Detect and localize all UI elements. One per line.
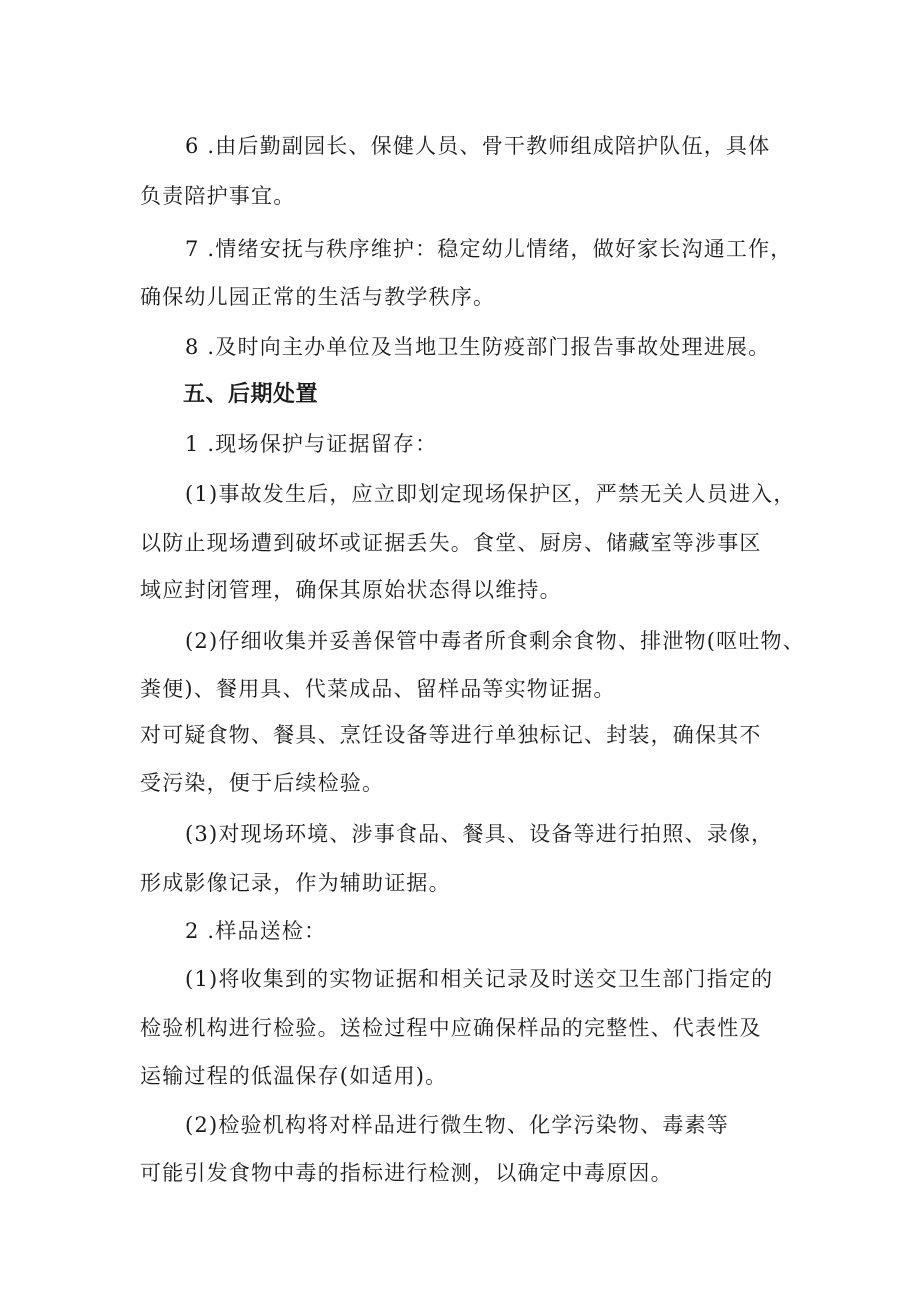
sub2-p2-line-1: (2)检验机构将对样品进行微生物、化学污染物、毒素等 <box>185 1113 729 1137</box>
item-6-line-2: 负责陪护事宜。 <box>140 184 296 208</box>
sub1-p1-line-2: 以防止现场遭到破坏或证据丢失。食堂、厨房、储藏室等涉事区 <box>140 531 762 555</box>
sub1-p3-line-1: (3)对现场环境、涉事食品、餐具、设备等进行拍照、录像， <box>185 822 774 846</box>
sub1-p1-line-1: (1)事故发生后，应立即划定现场保护区，严禁无关人员进入， <box>185 482 796 506</box>
sub1-p2-line-4: 受污染，便于后续检验。 <box>140 771 385 795</box>
sub2-p1-line-2: 检验机构进行检验。送检过程中应确保样品的完整性、代表性及 <box>140 1016 762 1040</box>
sub1-p2-line-1: (2)仔细收集并妥善保管中毒者所食剩余食物、排泄物(呕吐物、 <box>185 629 805 653</box>
sub1-p2-line-3: 对可疑食物、餐具、烹饪设备等进行单独标记、封装，确保其不 <box>140 723 762 747</box>
sub1-p1-line-3: 域应封闭管理，确保其原始状态得以维持。 <box>140 578 562 602</box>
item-7-line-2: 确保幼儿园正常的生活与教学秩序。 <box>140 285 496 309</box>
item-6-line-1: 6 .由后勤副园长、保健人员、骨干教师组成陪护队伍，具体 <box>185 134 771 158</box>
item-8-line-1: 8 .及时向主办单位及当地卫生防疫部门报告事故处理进展。 <box>185 335 771 359</box>
sub2-title: 2 .样品送检： <box>185 919 327 943</box>
sub2-p1-line-1: (1)将收集到的实物证据和相关记录及时送交卫生部门指定的 <box>185 967 774 991</box>
sub1-p3-line-2: 形成影像记录，作为辅助证据。 <box>140 871 451 895</box>
sub2-p1-line-3: 运输过程的低温保存(如适用)。 <box>140 1064 448 1088</box>
sub2-p2-line-2: 可能引发食物中毒的指标进行检测，以确定中毒原因。 <box>140 1161 673 1185</box>
sub1-title: 1 .现场保护与证据留存： <box>185 432 438 456</box>
item-7-line-1: 7 .情绪安抚与秩序维护：稳定幼儿情绪，做好家长沟通工作， <box>185 237 793 261</box>
sub1-p2-line-2: 粪便)、餐用具、代菜成品、留样品等实物证据。 <box>140 677 616 701</box>
section-heading: 五、后期处置 <box>183 382 319 407</box>
